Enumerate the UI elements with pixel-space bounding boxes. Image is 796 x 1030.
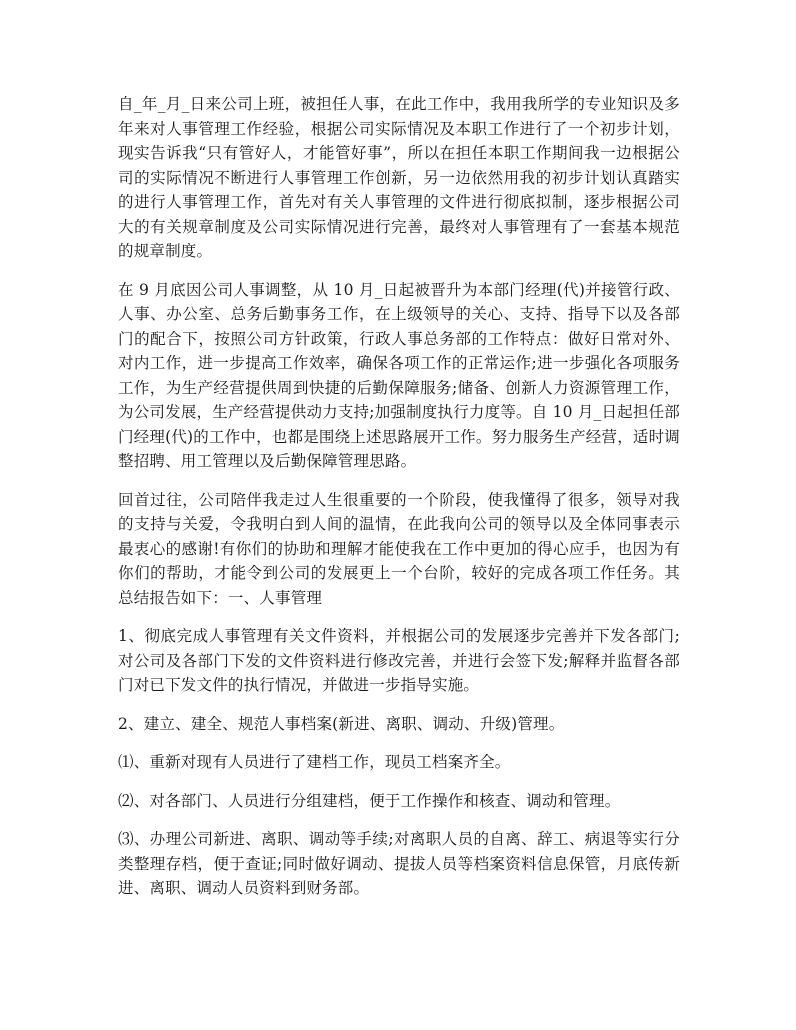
- document-body: [118, 92, 680, 915]
- paragraph-item-1: 1、彻底完成人事管理有关文件资料，并根据公司的发展逐步完善并下发各部门;对公司及各部门下发的文件资料进行修改完善，并进行会签下发;解释并监督各部门对已下发文件的执行情况，并做进一步指导实施。: [118, 627, 680, 694]
- paragraph-item-2: 2、建立、建全、规范人事档案(新进、离职、调动、升级)管理。: [118, 714, 565, 733]
- paragraph-subitem-2: ⑵、对各部门、人员进行分组建档，便于工作操作和核查、调动和管理。: [118, 791, 621, 810]
- paragraph-subitem-3: ⑶、办理公司新进、离职、调动等手续;对离职人员的自离、辞工、病退等实行分类整理存档，便于查证;同时做好调动、提拔人员等档案资料信息保管，月底传新进、离职、调动人员资料到财务部。: [118, 830, 680, 897]
- paragraph-intro: 自_年_月_日来公司上班，被担任人事，在此工作中，我用我所学的专业知识及多年来对人事管理工作经验，根据公司实际情况及本职工作进行了一个初步计划，现实告诉我“只有管好人，才能管好事”，所以在担任本职工作期间我一边根据公司的实际情况不断进行人事管理工作创新，另一边依然用我的初步计划认真踏实的进行人事管理工作，首先对有关人事管理的文件进行彻底拟制，逐步根据公司大的有关规章制度及公司实际情况进行完善，最终对人事管理有了一套基本规范的规章制度。: [118, 95, 680, 260]
- paragraph-promotion: 在 9 月底因公司人事调整，从 10 月_日起被晋升为本部门经理(代)并接管行政、人事、办公室、总务后勤事务工作，在上级领导的关心、支持、指导下以及各部门的配合下，按照公司方针政策，行政人事总务部的工作特点：做好日常对外、对内工作，进一步提高工作效率，确保各项工作的正常运作;进一步强化各项服务工作，为生产经营提供周到快捷的后勤保障服务;储备、创新人力资源管理工作，为公司发展，生产经营提供动力支持;加强制度执行力度等。自 10 月_日起担任部门经理(代)的工作中，也都是围绕上述思路展开工作。努力服务生产经营，适时调整招聘、用工管理以及后勤保障管理思路。: [118, 280, 680, 470]
- paragraph-subitem-1: ⑴、重新对现有人员进行了建档工作，现员工档案齐全。: [118, 753, 511, 771]
- paragraph-gratitude: 回首过往，公司陪伴我走过人生很重要的一个阶段，使我懂得了很多，领导对我的支持与关爱，令我明白到人间的温情，在此我向公司的领导以及全体同事表示最衷心的感谢!有你们的协助和理解才能使我在工作中更加的得心应手，也因为有你们的帮助，才能令到公司的发展更上一个台阶，较好的完成各项工作任务。其总结报告如下：一、人事管理: [118, 490, 680, 607]
